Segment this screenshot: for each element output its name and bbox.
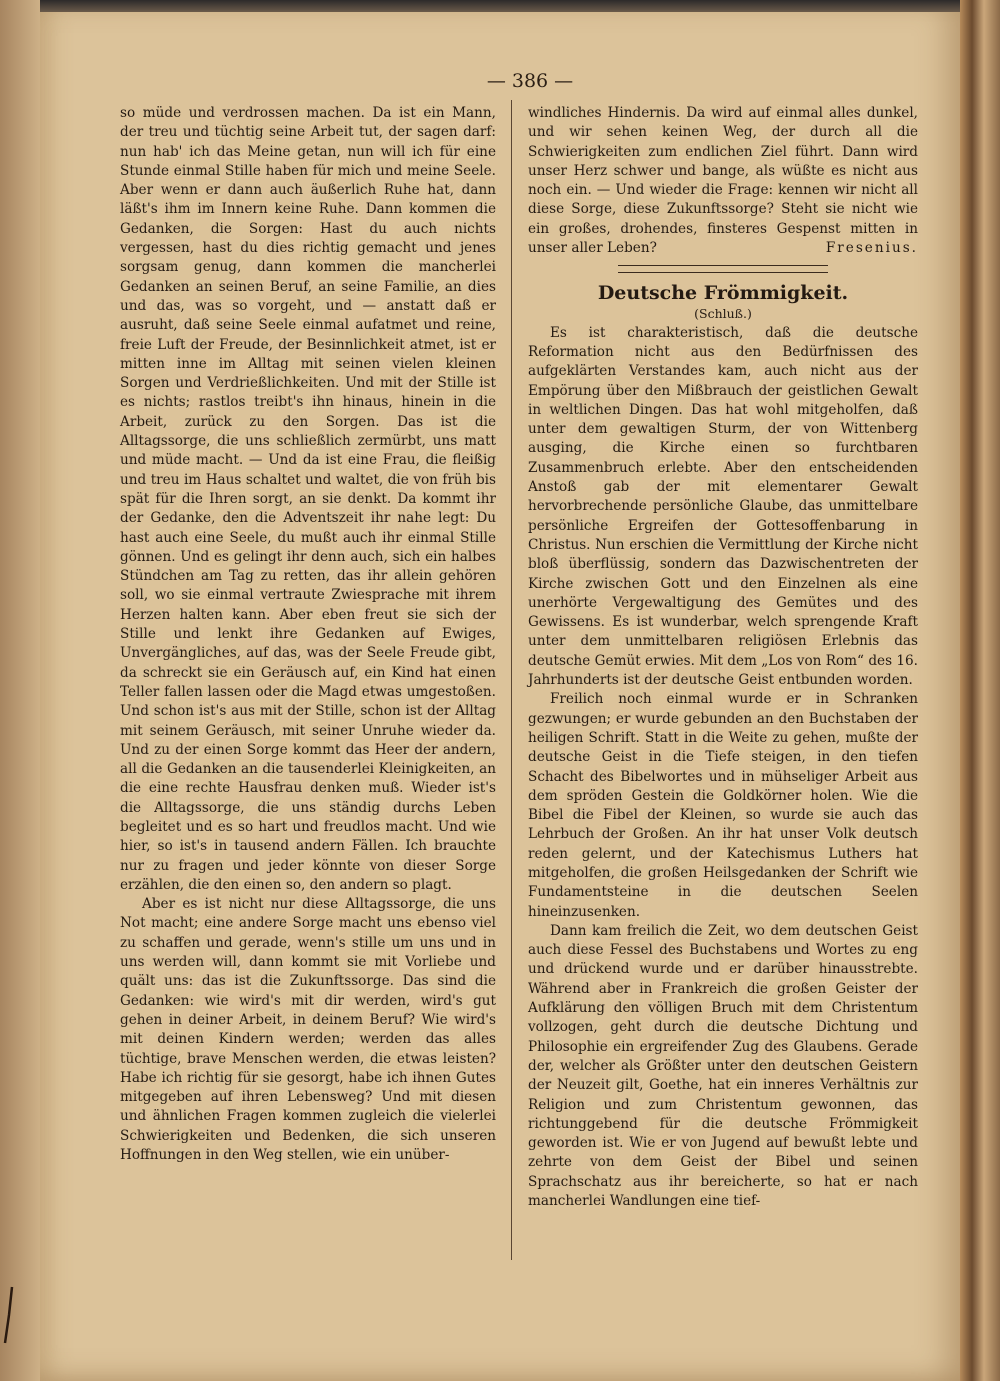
right-column bbox=[528, 104, 918, 1211]
paragraph: Freilich noch einmal wurde er in Schranken gezwungen; er wurde gebunden an den Buchstaben der heiligen Schrift. Statt in die Weite zu gehen, mußte der deutsche Geist in die Tiefe steigen, in den tiefen Schacht des Bibelwortes und in mühseliger Arbeit aus dem spröden Gestein die Goldkörner holen. Wie die Bibel die Fibel der Kleinen, so wurde sie auch das Lehrbuch der Großen. An ihr hat unser Volk deutsch reden gelernt, und der Katechismus Luthers hat mitgeholfen, die großen Heilsgedanken der Schrift wie Fundamentsteine in die deutschen Seelen hineinzusenken. bbox=[528, 691, 918, 920]
paragraph: Aber es ist nicht nur diese Alltagssorge, die uns Not macht; eine andere Sorge macht uns ebenso viel zu schaffen und gerade, wenn's stille um uns und in uns werden will, dann kommt sie mit Vorliebe und quält uns: das ist die Zukunftssorge. Das sind die Gedanken: wie wird's mit dir werden, wird's gut gehen in deiner Arbeit, in deinem Beruf? Wie wird's mit deinen Kindern werden; werden das alles tüchtige, brave Menschen werden, die etwas leisten? Habe ich richtig für sie gesorgt, habe ich ihnen Gutes mitgegeben auf ihren Lebensweg? Und mit diesen und ähnlichen Fragen kommen zugleich die vielerlei Schwierigkeiten und Bedenken, die sich unseren Hoffnungen in den Weg stellen, wie ein unüber- bbox=[120, 896, 496, 1164]
page-number: — 386 — bbox=[486, 70, 574, 92]
paragraph: Dann kam freilich die Zeit, wo dem deutschen Geist auch diese Fessel des Buchstabens und Wortes zu eng und drückend wurde und er darüber hinausstrebte. Während aber in Frankreich die großen Geister der Aufklärung den völligen Bruch mit dem Christentum vollzogen, geht durch die deutsche Dichtung und Philosophie ein ergreifender Zug des Glaubens. Gerade der, welcher als Größter unter den deutschen Geistern der Neuzeit gilt, Goethe, hat ein inneres Verhältnis zur Religion und zum Christentum gewonnen, das richtunggebend für die deutsche Frömmigkeit geworden ist. Wie er von Jugend auf bewußt lebte und zehrte von dem Geist der Bibel und seinen Sprachschatz aus ihr bereicherte, so hat er nach mancherlei Wandlungen eine tief- bbox=[528, 922, 918, 1210]
article-title: Deutsche Frömmigkeit. bbox=[597, 281, 849, 304]
book-gutter bbox=[0, 0, 45, 1381]
column-divider bbox=[511, 100, 512, 1260]
paragraph: so müde und verdrossen machen. Da ist ein Mann, der treu und tüchtig seine Arbeit tut, der sagen darf: nun hab' ich das Meine getan, nun will ich für eine Stunde einmal Stille haben für mich und meine Seele. Aber wenn er dann auch äußerlich Ruhe hat, dann läßt's ihm im Innern keine Ruhe. Dann kommen die Gedanken, die Sorgen: Hast du auch nichts vergessen, hast du dies richtig gemacht und jenes sorgsam genug, dann kommen die mancherlei Gedanken an seinen Beruf, an seine Familie, an dies und das, was so vorgeht, und — anstatt daß er ausruht, daß seine Seele einmal aufatmet und reine, freie Luft der Freude, der Besinnlichkeit atmet, ist er mitten inne im Alltag mit seinen vielen kleinen Sorgen und Verdrießlichkeiten. Und mit der Stille ist es nichts; rastlos treibt's ihn hinaus, hinein in die Arbeit, zurück zu den Sorgen. Das ist die Alltagssorge, die uns schließlich zermürbt, uns matt und müde macht. — Und da ist eine Frau, die fleißig und treu im Haus schaltet und waltet, die von früh bis spät für die Ihren sorgt, an sie denkt. Da kommt ihr der Gedanke, den die Adventszeit ihr nahe legt: Du hast auch eine Seele, du mußt auch ihr einmal Stille gönnen. Und es gelingt ihr denn auch, sich ein halbes Stündchen am Tag zu retten, das ihr allein gehören soll, wo sie einmal vertraute Zwiesprache mit ihrem Herzen halten kann. Aber eben freut sie sich der Stille und lenkt ihre Gedanken auf Ewiges, Unvergängliches, auf das, was der Seele Freude gibt, da schreckt sie ein Geräusch auf, ein Kind hat einen Teller fallen lassen oder die Magd etwas umgestoßen. Und schon ist's aus mit der Stille, schon ist der Alltag mit seinem Geräusch, mit seiner Unruhe wieder da. Und zu der einen Sorge kommt das Heer der andern, all die Gedanken an die tausenderlei Kleinigkeiten, an die eine rechte Hausfrau denken muß. Wieder ist's die Alltagssorge, die uns ständig durchs Leben begleitet und es so hart und freudlos macht. Und wie hier, so ist's in tausend andern Fällen. Ich brauchte nur zu fragen und jeder könnte von dieser Sorge erzählen, die den einen so, den andern so plagt. bbox=[120, 105, 496, 893]
paragraph: Es ist charakteristisch, daß die deutsche Reformation nicht aus den Bedürfnissen des aufgeklärten Verstandes kam, auch nicht aus der Empörung über den Mißbrauch der geistlichen Gewalt in weltlichen Dingen. Das hat wohl mitgeholfen, daß unter dem gewaltigen Sturm, der von Wittenberg ausging, die Kirche einen so furchtbaren Zusammenbruch erlebte. Aber den entscheidenden Anstoß gab der mit elementarer Gewalt hervorbrechende persönliche Glaube, das unmittelbare persönliche Ergreifen der Gottesoffenbarung in Christus. Nun erschien die Vermittlung der Kirche nicht bloß überflüssig, sondern das Dazwischentreten der Kirche zwischen Gott und den Einzelnen als eine unerhörte Vergewaltigung des Gemütes und des Gewissens. Es ist wunderbar, welch sprengende Kraft unter dem unmittelbaren religiösen Erlebnis das deutsche Gemüt erwies. Mit dem „Los von Rom“ des 16. Jahrhunderts ist der deutsche Geist entbunden worden. bbox=[528, 324, 918, 689]
author-signature: Fresenius. bbox=[825, 240, 918, 257]
pencil-mark-icon bbox=[2, 1285, 16, 1345]
book-page-edge bbox=[960, 0, 1000, 1381]
paragraph-continuation: windliches Hindernis. Da wird auf einmal alles dunkel, und wir sehen keinen Weg, der durch all die Schwierigkeiten zum endlichen Ziel führt. Dann wird unser Herz schwer und bange, als wüßte es nicht aus noch ein. — Und wieder die Frage: kennen wir nicht all diese Sorge, diese Zukunftssorge? Steht sie nicht wie ein großes, drohendes, finsteres Gespenst mitten in unser aller Leben? bbox=[528, 105, 918, 257]
section-divider bbox=[618, 265, 828, 273]
article-subtitle: (Schluß.) bbox=[694, 305, 752, 321]
left-column bbox=[120, 104, 496, 1165]
page-top-edge bbox=[40, 0, 965, 12]
